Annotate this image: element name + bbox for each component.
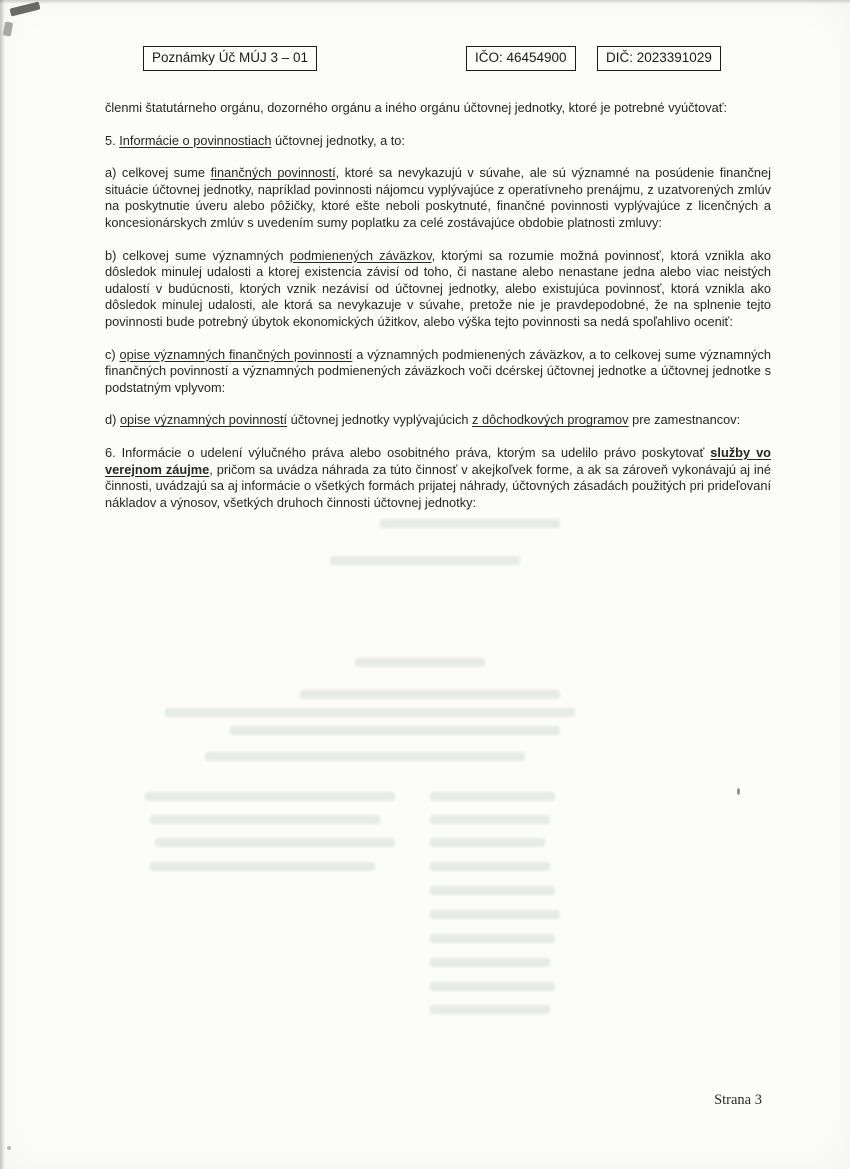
scan-corner-mark-small xyxy=(3,21,13,36)
paragraph xyxy=(105,445,771,511)
scan-edge-shadow-top xyxy=(0,0,850,4)
dic-label: DIČ: 2023391029 xyxy=(606,50,712,65)
paragraph xyxy=(105,248,771,331)
paragraph xyxy=(105,165,771,231)
bleed-through-artifact xyxy=(165,708,575,717)
bleed-through-artifact xyxy=(205,752,525,761)
text-segment: 6. Informácie o udelení výlučného práva alebo osobitného práva, ktorým sa udelilo právo poskytovať xyxy=(105,444,711,460)
bleed-through-artifact xyxy=(430,886,555,895)
text-segment: , ktoré sa nevykazujú v súvahe, ale sú významné na posúdenie finančnej situácie účtovnej jednotky, napríklad povinnosti nájomcu vyplývajúce z operatívneho prenájmu, z uzatvorených zmlúv na poskytnutie úveru alebo pôžičky, ktoré ešte neboli poskytnuté, finančné povinnosti vyplývajúce z licenčných a koncesionárskych zmlúv s uvedením sumy poplatku za celé zostávajúce obdobie platnosti zmluvy: xyxy=(105,165,771,230)
form-id-box xyxy=(143,46,317,71)
bleed-through-artifact xyxy=(145,792,395,801)
text-segment: , pričom sa uvádza náhrada za túto činnosť v akejkoľvek forme, a ak sa zároveň vykonávajú aj iné činnosti, uvádzajú sa aj informácie o všetkých formách prijatej náhrady, účtovných zásadách použitých pri prideľovaní nákladov a výnosov, všetkých druhoch činnosti účtovnej jednotky: xyxy=(105,461,771,510)
bleed-through-artifact xyxy=(300,690,560,699)
paragraph xyxy=(105,100,771,117)
text-segment: d) xyxy=(105,412,120,428)
bleed-through-artifact xyxy=(150,862,375,871)
text-segment: 5. xyxy=(105,132,120,148)
form-id-label: Poznámky Úč MÚJ 3 – 01 xyxy=(152,50,309,65)
document-body xyxy=(105,100,771,527)
bleed-through-artifact xyxy=(430,982,555,991)
paragraph xyxy=(105,412,771,429)
text-segment: a významných podmienených záväzkov, a to celkovej sume významných finančných povinností a významných podmienených záväzkoch voči dcérskej účtovnej jednotke a účtovnej jednotke s podstatným vplyvom: xyxy=(105,346,771,395)
bleed-through-artifact xyxy=(150,815,380,824)
text-segment: b) celkovej sume významných xyxy=(105,247,290,263)
dic-box xyxy=(597,46,721,71)
bleed-through-artifact xyxy=(430,958,550,967)
ico-label: IČO: 46454900 xyxy=(475,50,567,65)
bleed-through-artifact xyxy=(430,910,560,919)
bleed-through-artifact xyxy=(355,658,485,667)
paragraph xyxy=(105,347,771,397)
text-segment: členmi štatutárneho orgánu, dozorného orgánu a iného orgánu účtovnej jednotky, ktoré je potrebné vyúčtovať: xyxy=(105,100,728,115)
text-segment: finančných povinností xyxy=(210,165,336,181)
text-segment: Informácie o povinnostiach xyxy=(119,132,272,148)
paragraph xyxy=(105,133,771,150)
text-segment: z dôchodkových programov xyxy=(472,412,629,428)
bleed-through-artifact xyxy=(330,556,520,565)
text-segment: c) xyxy=(105,346,120,362)
text-segment: , ktorými sa rozumie možná povinnosť, ktorá vznikla ako dôsledok minulej udalosti a ktorej existencia závisí od toho, či nastane alebo nenastane jedna alebo viac neistých udalostí v budúcnosti, ktorých vznik nezávisí od účtovnej jednotky, alebo existujúca povinnosť, ktorá vznikla ako dôsledok minulej udalosti, ale ktorá sa nevykazuje v súvahe, pretože nie je pravdepodobné, že na splnenie tejto povinnosti bude potrebný úbytok ekonomických úžitkov, alebo výška tejto povinnosti sa nedá spoľahlivo oceniť: xyxy=(105,247,772,329)
bleed-through-artifact xyxy=(230,726,560,735)
text-segment: a) celkovej sume xyxy=(105,165,211,181)
bleed-through-artifact xyxy=(430,838,545,847)
scan-speck xyxy=(7,1146,11,1150)
text-segment: opise významných finančných povinností xyxy=(119,346,353,362)
bleed-through-artifact xyxy=(430,792,555,801)
text-segment: služby vo verejnom záujme xyxy=(105,444,772,477)
text-segment: účtovnej jednotky vyplývajúcich xyxy=(287,412,473,428)
text-segment: pre zamestnancov: xyxy=(628,412,741,428)
bleed-through-artifact xyxy=(155,838,395,847)
text-segment: podmienených záväzkov xyxy=(289,247,432,263)
bleed-through-artifact xyxy=(430,815,550,824)
bleed-through-artifact xyxy=(430,934,555,943)
text-segment: účtovnej jednotky, a to: xyxy=(271,132,405,148)
ico-box xyxy=(466,46,576,71)
scan-speck xyxy=(737,788,740,795)
scan-edge-shadow-left xyxy=(0,0,5,1169)
bleed-through-artifact xyxy=(430,862,550,871)
page-number: Strana 3 xyxy=(714,1092,762,1108)
bleed-through-artifact xyxy=(430,1005,550,1014)
text-segment: opise významných povinností xyxy=(119,412,288,428)
